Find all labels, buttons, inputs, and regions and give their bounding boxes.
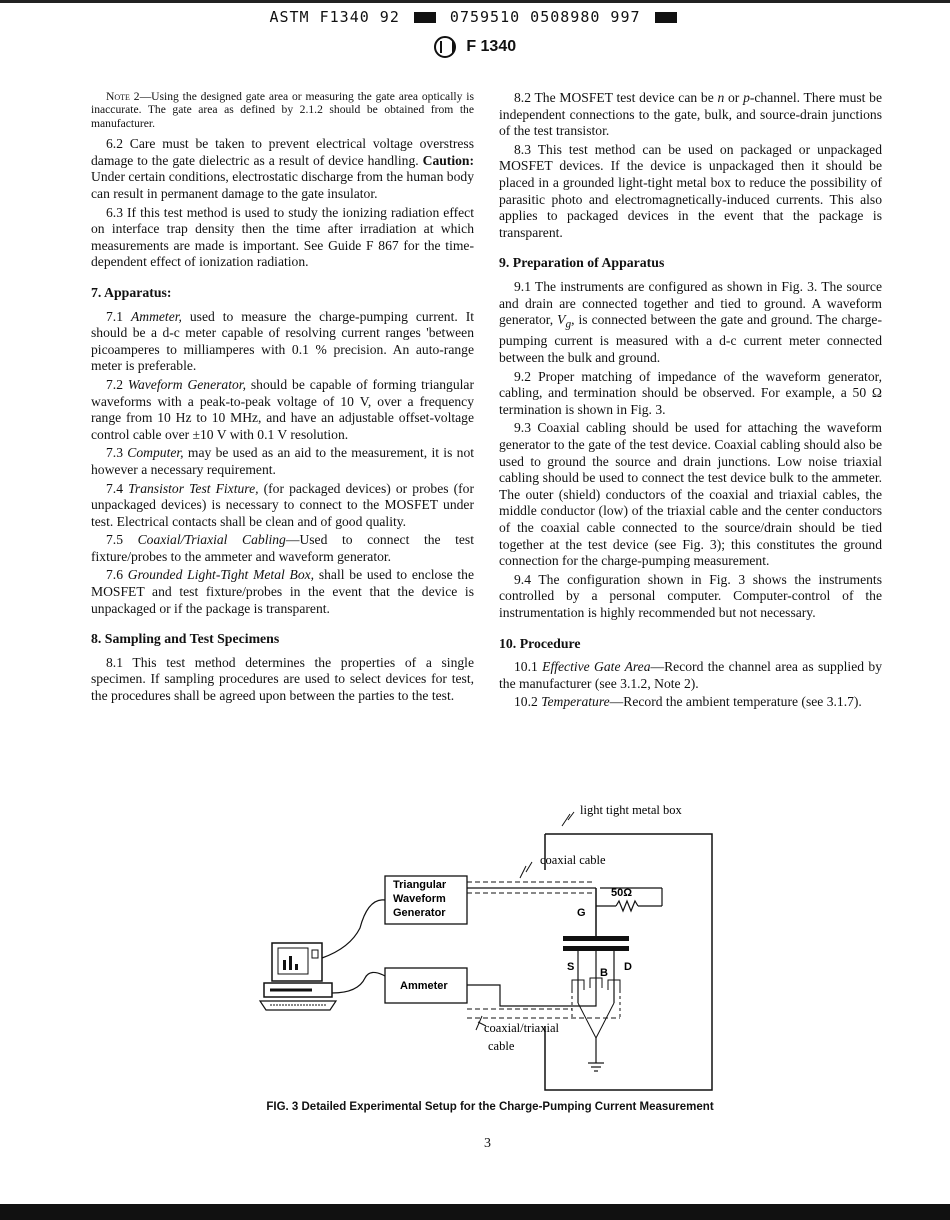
- para-7-6-text: shall be used to enclose the MOSFET and test fixture/probes in the event that the device is unpackaged or if the package is transparent.: [91, 567, 474, 616]
- para-7-4-text: (for packaged devices) or probes (for unpackaged devices) is necessary to connect to the MOSFET under test. Electrical contacts shall be clean and of good quality.: [91, 480, 475, 529]
- para-6-3: 6.3 If this test method is used to study the ionizing radiation effect on interface trap density then the time after irradiation at which measurements are made is important. See Guide F 867 for the time-dependent effect of ionization radiation.: [91, 204, 474, 270]
- figure-3-diagram: [250, 798, 730, 1098]
- para-9-1-b: , is connected between the gate and ground. The charge-pumping current is measured with a d-c current meter connected between the bulk and ground.: [499, 312, 882, 366]
- coax-cable-label: coaxial cable: [540, 853, 606, 867]
- box-leader-icon: [562, 812, 574, 826]
- para-8-2-c: -channel. There must be independent connections to the gate, bulk, and source-drain junctions of the test transistor.: [499, 90, 882, 139]
- para-7-2: [91, 377, 474, 443]
- generator-label-2: Waveform: [393, 893, 446, 905]
- heading-8: 8. Sampling and Test Specimens: [91, 631, 280, 647]
- para-10-1-num: 10.1: [514, 659, 543, 675]
- para-7-6: [91, 567, 474, 617]
- gate-electrode: [563, 936, 629, 941]
- para-9-4: 9.4 The configuration shown in Fig. 3 shows the instruments controlled by a personal computer. Computer-control of the instrumentation is highly recommended but not necessary.: [499, 571, 882, 620]
- para-8-3: 8.3 This test method can be used on packaged or unpackaged MOSFET devices. If the device is unpackaged then it should be placed in a grounded light-tight metal box to reduce the possibility of parasitic photo and electromagnetically-induced currents. This also applies to packaged devices in the event that the package is transparent.: [499, 141, 882, 240]
- heading-10: 10. Procedure: [499, 635, 581, 651]
- note-2: [91, 90, 474, 130]
- para-7-2-text: should be capable of forming triangular waveforms with a peak-to-peak voltage of 10 V, over a frequency range from 10 Hz to 10 MHz, and have an adjustable offset-voltage control cable over ±10 V with 0.1 V resolution.: [91, 376, 474, 442]
- para-7-4: [91, 481, 474, 531]
- para-10-1-text: —Record the channel area as supplied by the manufacturer (see 3.1.2, Note 2).: [499, 659, 882, 691]
- para-10-2-term: Temperature: [541, 694, 610, 710]
- bulk-label: B: [600, 967, 608, 979]
- triax-center: [467, 985, 596, 1006]
- heading-9: 9. Preparation of Apparatus: [499, 255, 665, 271]
- para-8-1: 8.1 This test method determines the properties of a single specimen. If sampling procedures are used to select devices for test, the procedures shall be agreed upon between the parties to the test.: [91, 654, 474, 704]
- scan-top-edge: [0, 0, 950, 3]
- para-6-2-b: Under certain conditions, electrostatic discharge from the human body can result in permanent damage to the gate insulator.: [91, 169, 474, 201]
- note-label: Note 2: [106, 90, 140, 103]
- triax-label-1: coaxial/triaxial: [484, 1021, 559, 1035]
- para-7-5-num: 7.5: [106, 532, 138, 548]
- channel-electrode: [563, 946, 629, 951]
- caution-label: Caution:: [422, 152, 474, 168]
- para-7-2-num: 7.2: [106, 376, 128, 392]
- header-code-b: 0759510 0508980 997: [449, 8, 641, 26]
- generator-label-1: Triangular: [393, 879, 447, 891]
- para-7-5-text: —Used to connect the test fixture/probes to the ammeter and waveform generator.: [91, 532, 475, 564]
- document-designation: [0, 36, 950, 58]
- para-7-4-term: Transistor Test Fixture,: [128, 480, 259, 496]
- note-text: —Using the designed gate area or measuring the gate area optically is inaccurate. The gate area as defined by 2.1.2 should be obtained from the manufacturer.: [91, 90, 475, 130]
- para-7-6-term: Grounded Light-Tight Metal Box,: [127, 567, 315, 583]
- para-6-2-a: 6.2 Care must be taken to prevent electrical voltage overstress damage to the gate dielectric as a result of device handling.: [91, 136, 474, 168]
- generator-label-3: Generator: [393, 907, 446, 919]
- para-7-1-term: Ammeter,: [130, 308, 182, 324]
- header-block-mark-2: [655, 12, 677, 23]
- source-drain-tie: [578, 1003, 614, 1038]
- figure-caption: FIG. 3 Detailed Experimental Setup for the Charge-Pumping Current Measurement: [266, 1101, 714, 1113]
- drain-label: D: [624, 961, 632, 973]
- para-7-3: [91, 445, 474, 478]
- para-7-2-term: Waveform Generator,: [127, 376, 246, 392]
- para-7-4-num: 7.4: [106, 480, 129, 496]
- header-block-mark: [414, 12, 436, 23]
- para-10-2-text: —Record the ambient temperature (see 3.1.7).: [609, 694, 862, 710]
- para-7-1: [91, 309, 474, 375]
- para-7-1-text: used to measure the charge-pumping current. It should be a d-c meter capable of resolving current ranges 'between picoamperes to milliamperes with 0.1 % precision. An auto-range meter is preferable.: [91, 308, 474, 374]
- para-7-5-term: Coaxial/Triaxial Cabling: [137, 532, 286, 548]
- vg-symbol: V: [557, 312, 566, 328]
- resistor-50-ohm: [616, 901, 638, 911]
- source-label: S: [567, 961, 575, 973]
- p-channel-letter: p: [743, 90, 750, 105]
- para-7-3-term: Computer,: [127, 445, 184, 461]
- para-7-1-num: 7.1: [106, 308, 131, 324]
- para-10-1-term: Effective Gate Area: [542, 659, 651, 675]
- para-9-1: [499, 279, 882, 367]
- scan-bottom-edge: [0, 1204, 950, 1220]
- heading-7: 7. Apparatus:: [91, 284, 172, 300]
- vg-subscript: g: [565, 318, 572, 331]
- resistor-label: 50Ω: [611, 887, 633, 899]
- para-7-3-text: may be used as an aid to the measurement, it is not however a necessary requirement.: [91, 445, 475, 477]
- coax-leader-icon: [520, 862, 532, 878]
- para-8-2-a: 8.2 The MOSFET test device can be: [514, 90, 718, 105]
- para-10-2: [499, 694, 882, 711]
- para-10-1: [499, 659, 882, 692]
- para-6-2: [91, 136, 474, 202]
- header-code: [0, 8, 950, 26]
- computer-icon: [260, 900, 385, 1010]
- gate-label: G: [577, 907, 586, 919]
- right-column: [499, 90, 882, 713]
- ammeter-label: Ammeter: [400, 980, 448, 992]
- para-7-6-num: 7.6: [106, 567, 128, 583]
- para-10-2-num: 10.2: [514, 694, 542, 710]
- metal-box-label: light tight metal box: [580, 803, 682, 817]
- para-8-2: [499, 90, 882, 140]
- para-7-3-num: 7.3: [106, 445, 128, 461]
- page-number: 3: [484, 1136, 491, 1151]
- para-8-2-b: or: [724, 90, 744, 105]
- para-9-1-a: 9.1 The instruments are configured as shown in Fig. 3. The source and drain are connected together and tied to ground. A waveform generator,: [499, 278, 882, 328]
- left-column: [91, 90, 474, 707]
- n-channel-letter: n: [717, 90, 725, 105]
- para-7-5: [91, 532, 474, 565]
- designation-text: F 1340: [466, 38, 517, 56]
- triax-label-2: cable: [488, 1039, 515, 1053]
- para-9-3: 9.3 Coaxial cabling should be used for attaching the waveform generator to the gate of the test device. Coaxial cabling should also be used to ground the source and drain junctions. Low noise triaxial cabling should be used to connect the test device bulk to the ammeter. The outer (shield) conductors of the coaxial and triaxial cables, the middle conductor (low) of the triaxial cable and the center conductors of the coaxial cable connected to the source/drain should be tied together at the test device (see Fig. 3); this constitutes the ground connection for the charge-pumping measurement.: [499, 420, 882, 569]
- header-code-a: ASTM F1340 92: [269, 8, 400, 26]
- astm-logo-icon: [434, 36, 456, 58]
- para-9-2: 9.2 Proper matching of impedance of the waveform generator, cabling, and termination should be observed. For example, a 50 Ω termination is shown in Fig. 3.: [499, 368, 882, 417]
